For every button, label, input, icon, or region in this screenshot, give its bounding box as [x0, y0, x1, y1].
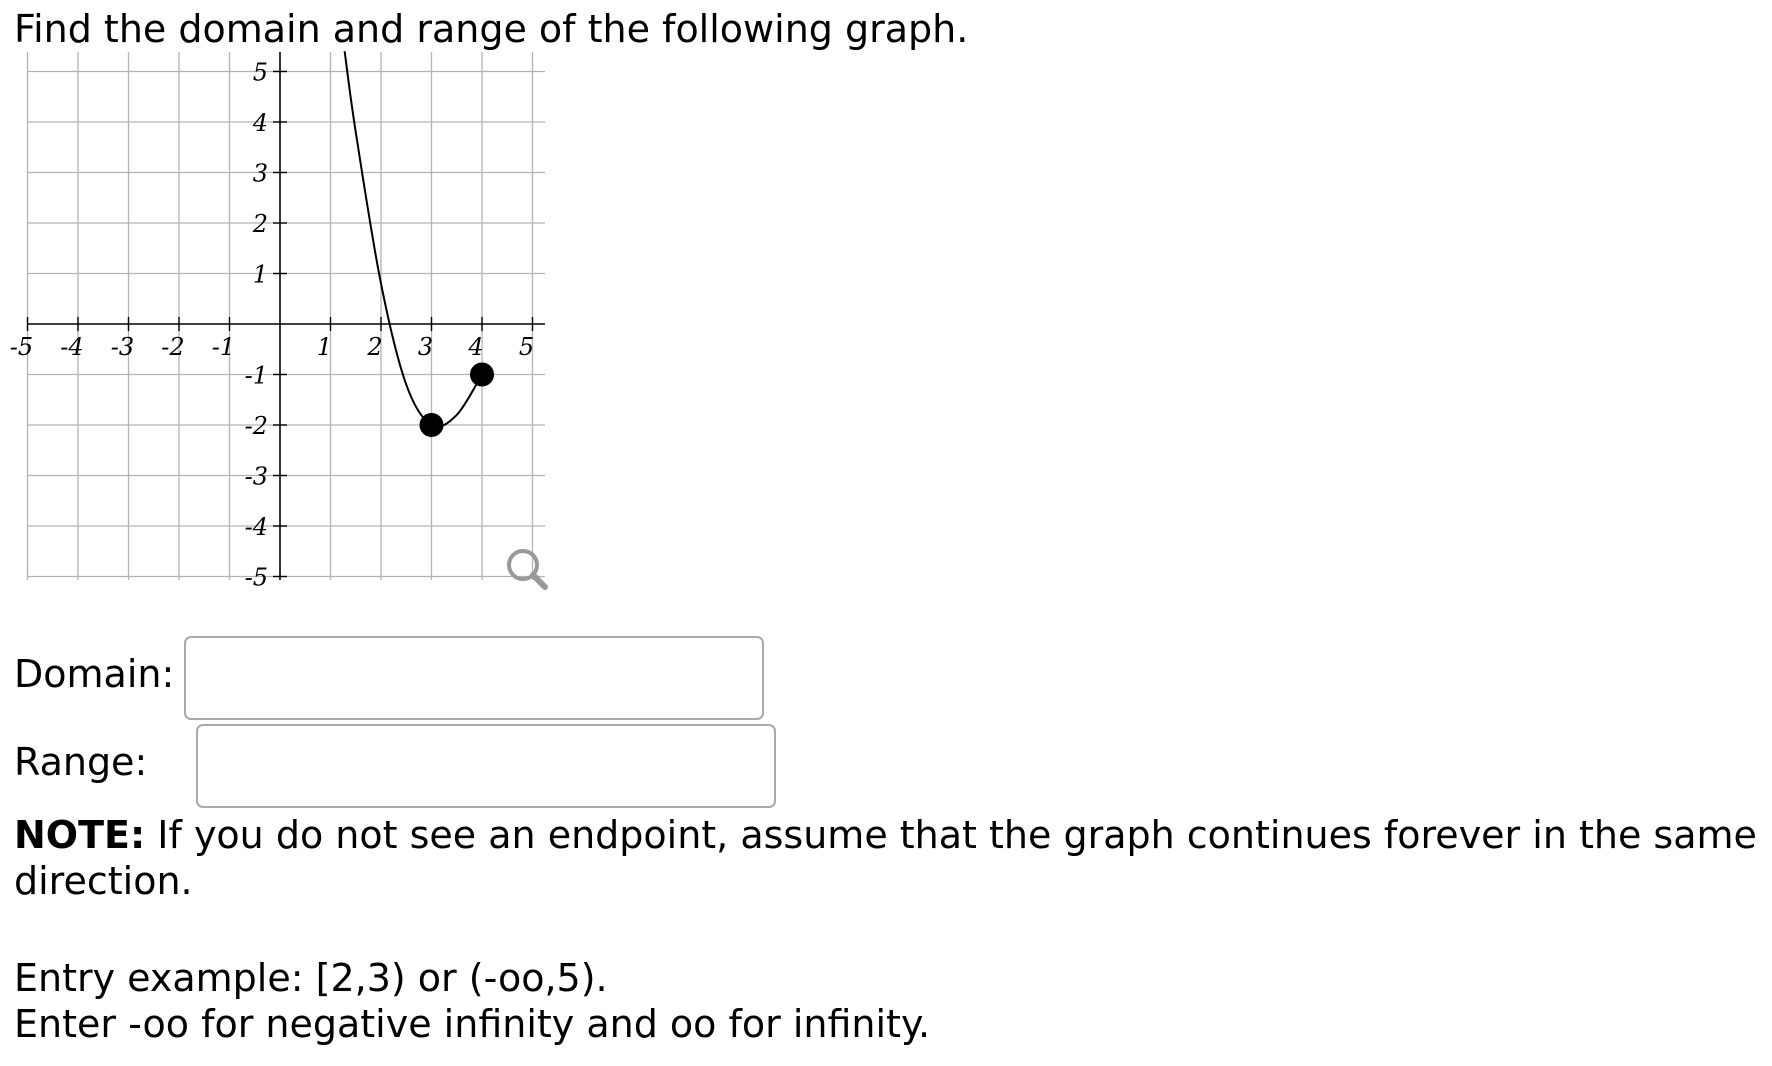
y-tick-label: 4: [252, 109, 268, 137]
y-tick-label: -3: [244, 462, 268, 491]
domain-input[interactable]: [184, 636, 764, 720]
x-tick-label: 5: [518, 333, 535, 361]
magnifier-icon[interactable]: [509, 551, 545, 587]
x-tick-label: 1: [316, 333, 333, 361]
range-input[interactable]: [196, 724, 776, 808]
x-tick-label: -3: [110, 333, 135, 361]
x-tick-label: -4: [60, 333, 84, 361]
range-label: Range:: [14, 740, 148, 784]
infinity-instructions: Enter -oo for negative infinity and oo for infinity.: [14, 1002, 931, 1046]
question-text: Find the domain and range of the following graph.: [14, 7, 969, 51]
y-tick-label: 3: [252, 159, 268, 188]
y-tick-label: 5: [252, 58, 268, 87]
x-tick-label: -5: [9, 333, 34, 361]
endpoint-dot: [421, 414, 443, 436]
y-tick-label: -4: [244, 513, 268, 541]
x-tick-label: -2: [161, 333, 185, 361]
grid-lines: [27, 52, 545, 580]
y-tick-label: -2: [244, 412, 268, 440]
x-tick-label: 3: [417, 333, 434, 361]
x-tick-label: -1: [211, 333, 236, 361]
note-text: [14, 812, 1762, 904]
y-tick-label: 1: [252, 260, 268, 289]
entry-example: Entry example: [2,3) or (-oo,5).: [14, 956, 608, 1000]
y-tick-label: 2: [252, 210, 268, 238]
note-body: If you do not see an endpoint, assume that the graph continues forever in the same direction.: [14, 813, 1757, 903]
x-tick-label: 4: [468, 333, 484, 361]
y-tick-label: -5: [244, 563, 268, 592]
domain-label: Domain:: [14, 652, 175, 696]
y-tick-label: -1: [244, 361, 268, 390]
tick-labels: [10, 59, 534, 592]
note-prefix: NOTE:: [14, 813, 146, 857]
entry-instructions: [14, 955, 930, 1047]
function-curve: [345, 51, 482, 426]
x-tick-label: 2: [367, 333, 383, 361]
endpoint-dot: [471, 364, 493, 386]
axes: [27, 52, 545, 580]
